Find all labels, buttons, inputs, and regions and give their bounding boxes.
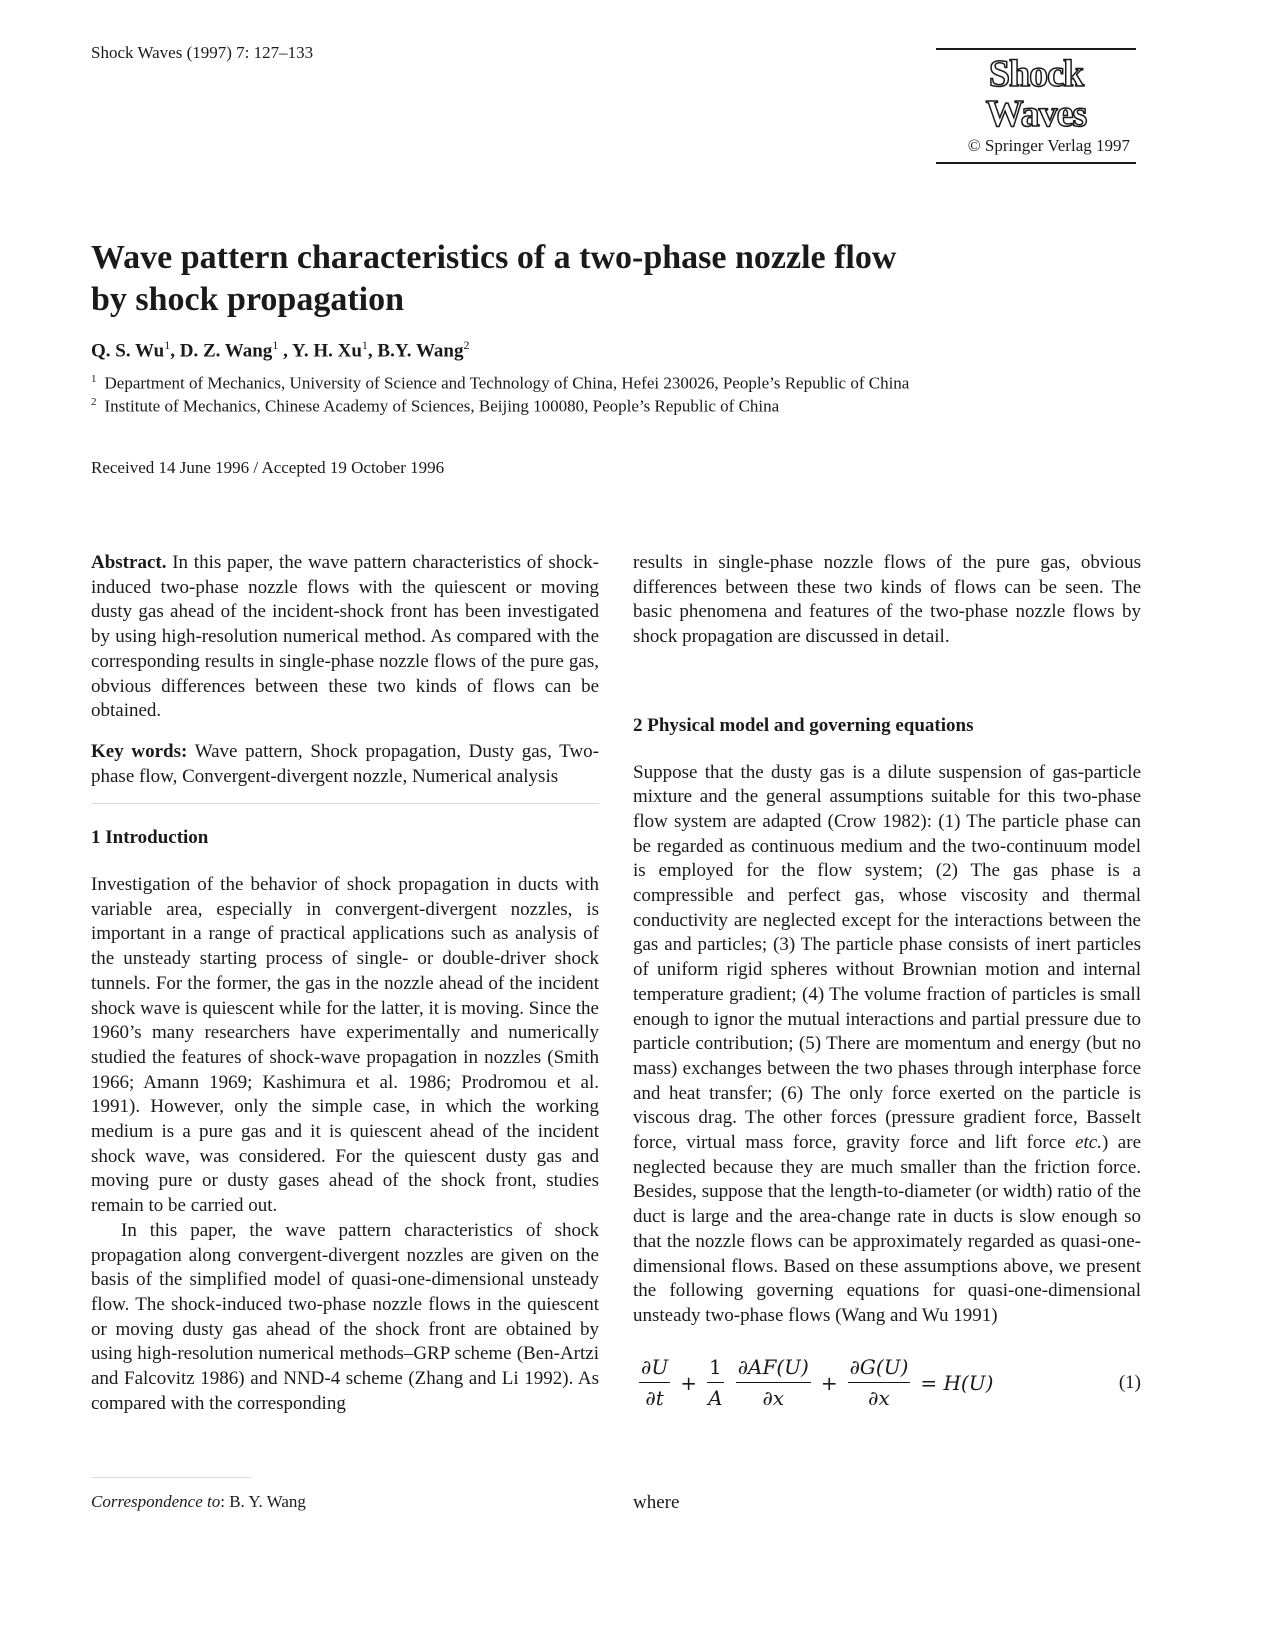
eq-fraction-1-over-A (707, 1355, 724, 1411)
equation-number: (1) (1118, 1371, 1141, 1393)
affiliation-number: 2 (91, 396, 97, 408)
journal-logo: Shock Waves (985, 53, 1087, 135)
keywords-label: Key words: (91, 740, 188, 762)
affiliation-1 (91, 373, 909, 394)
author-name: D. Z. Wang (179, 340, 273, 362)
author-affiliation-mark: 1 (272, 338, 279, 352)
intro-paragraph-2: In this paper, the wave pattern characteristics of shock propagation along convergent-divergent nozzles are given on the basis of the simplified model of quasi-one-dimensional unsteady flow. The shock-induced two-phase nozzle flows in the quiescent or moving dusty gas ahead of the shock front are obtained by using high-resolution numerical methods–GRP scheme (Ben-Artzi and Falcovitz 1986) and NND-4 scheme (Zhang and Li 1992). As compared with the corresponding (91, 1219, 599, 1414)
title-line-1: Wave pattern characteristics of a two-phase nozzle flow (91, 239, 897, 276)
section2-text-a: Suppose that the dusty gas is a dilute suspension of gas-particle mixture and the general assumptions suitable for this two-phase flow system are adapted (Crow 1982): (1) The particle phase can be regarded as continuous medium and the two-continuum model is employed for the flow system; (2) The gas phase is a compressible and perfect gas, whose viscosity and thermal conductivity are neglected except for the interactions between the gas and particles; (3) The particle phase consists of inert particles of uniform rigid spheres without Brownian motion and internal temperature gradient; (4) The volume fraction of particles is small enough to ignor the mutual interactions and partial pressure due to particle contribution; (5) There are momentum and energy (but no mass) exchanges between the two phases through interphase force and heat transfer; (6) The only force exerted on the particle is viscous drag. The other forces (pressure gradient force, Basselt force, virtual mass force, gravity force and lift force (633, 761, 1141, 1154)
author-affiliation-mark: 1 (361, 338, 368, 352)
eq-denominator: A (708, 1386, 723, 1411)
eq-numerator: ∂AF(U) (736, 1355, 811, 1384)
eq-plus: + (820, 1370, 838, 1395)
affiliation-text: Institute of Mechanics, Chinese Academy of Sciences, Beijing 100080, People’s Republic of China (104, 396, 780, 416)
right-column (633, 551, 1141, 1411)
journal-citation: Shock Waves (1997) 7: 127–133 (91, 43, 314, 62)
intro-paragraph-1: Investigation of the behavior of shock propagation in ducts with variable area, especially in convergent-divergent nozzles, is important in a range of practical applications such as analysis of the unsteady starting process of single- or double-driver shock tunnels. For the former, the gas in the nozzle ahead of the incident shock wave is quiescent while for the latter, it is moving. Since the 1960’s many researchers have experimentally and numerically studied the features of shock-wave propagation in nozzles (Smith 1966; Amann 1969; Kashimura et al. 1986; Prodromou et al. 1991). However, only the simple case, in which the working medium is a pure gas and it is quiescent ahead of the incident shock wave, was considered. For the quiescent dusty gas and moving pure or dusty gases ahead of the shock front, studies remain to be carried out. (91, 874, 599, 1217)
correspondence-label: Correspondence to (91, 1492, 221, 1511)
journal-logo-block (936, 48, 1136, 164)
eq-denominator: ∂x (868, 1386, 890, 1411)
section-heading-introduction: 1 Introduction (91, 827, 209, 849)
abstract-label: Abstract. (91, 552, 167, 573)
eq-numerator: ∂G(U) (848, 1355, 911, 1384)
left-column (91, 551, 599, 1417)
eq-numerator: ∂U (639, 1355, 670, 1384)
intro-paragraph-2-continued: results in single-phase nozzle flows of the pure gas, obvious differences between these two kinds of flows can be seen. The basic phenomena and features of the two-phase nozzle flows by shock propagation are discussed in detail. (633, 552, 1141, 648)
abstract (91, 551, 599, 724)
keywords-text: Wave pattern, Shock propagation, Dusty gas, Two-phase flow, Convergent-divergent nozzle, Numerical analysis (91, 740, 599, 787)
eq-numerator: 1 (707, 1355, 724, 1384)
section2-paragraph-1 (633, 761, 1141, 1329)
where-text: where (633, 1492, 680, 1513)
eq-fraction-dAF-dx (736, 1355, 811, 1411)
section2-text-b: ) are neglected because they are much smaller than the friction force. Besides, suppose that the length-to-diameter (or width) ratio of the duct is large and the area-change rate in ducts is slow enough so that the nozzle flows can be approximately regarded as quasi-one-dimensional flows. Based on these assumptions above, we present the following governing equations for quasi-one-dimensional unsteady two-phase flows (Wang and Wu 1991) (633, 1132, 1142, 1326)
publisher-copyright: © Springer Verlag 1997 (967, 136, 1130, 155)
logo-bottom-rule (936, 162, 1136, 164)
title-line-2: by shock propagation (91, 281, 405, 318)
eq-denominator: ∂x (762, 1386, 785, 1411)
eq-fraction-dU-dt (639, 1355, 670, 1411)
abstract-divider (91, 803, 599, 804)
affiliation-2 (91, 396, 779, 417)
author-list: Q. S. Wu$^1$, D. Z. Wang$^1$ , Y. H. Xu$^1$, B.Y. Wang$^2$ (91, 338, 470, 362)
keywords (91, 740, 599, 789)
author-affiliation-mark: 1 (164, 338, 171, 352)
received-dates: Received 14 June 1996 / Accepted 19 October 1996 (91, 458, 445, 477)
equation-1 (633, 1355, 1141, 1411)
eq-plus: + (680, 1370, 697, 1395)
correspondence-footnote (91, 1492, 306, 1512)
eq-fraction-dG-dx (848, 1355, 911, 1411)
eq-right-hand-side: = H(U) (920, 1370, 994, 1395)
eq-denominator: ∂t (645, 1386, 664, 1411)
affiliation-number: 1 (91, 373, 97, 385)
abstract-text: In this paper, the wave pattern characteristics of shock-induced two-phase nozzle flows with the quiescent or moving dusty gas ahead of the incident-shock front has been investigated by using high-resolution numerical method. As compared with the corresponding results in single-phase nozzle flows of the pure gas, obvious differences between these two kinds of flows can be obtained. (91, 552, 599, 722)
logo-top-rule (936, 48, 1136, 50)
author-name: Q. S. Wu (91, 340, 165, 362)
correspondence-name: : B. Y. Wang (220, 1492, 306, 1511)
affiliation-text: Department of Mechanics, University of Science and Technology of China, Hefei 230026, People’s Republic of China (104, 373, 910, 393)
paper-title (91, 237, 991, 321)
section-heading-physical-model: 2 Physical model and governing equations (633, 714, 974, 736)
author-affiliation-mark: 2 (463, 338, 470, 352)
author-name: B.Y. Wang (377, 340, 464, 362)
section2-etc: etc. (1075, 1132, 1102, 1154)
footnote-divider (91, 1477, 251, 1478)
author-name: Y. H. Xu (291, 340, 362, 362)
